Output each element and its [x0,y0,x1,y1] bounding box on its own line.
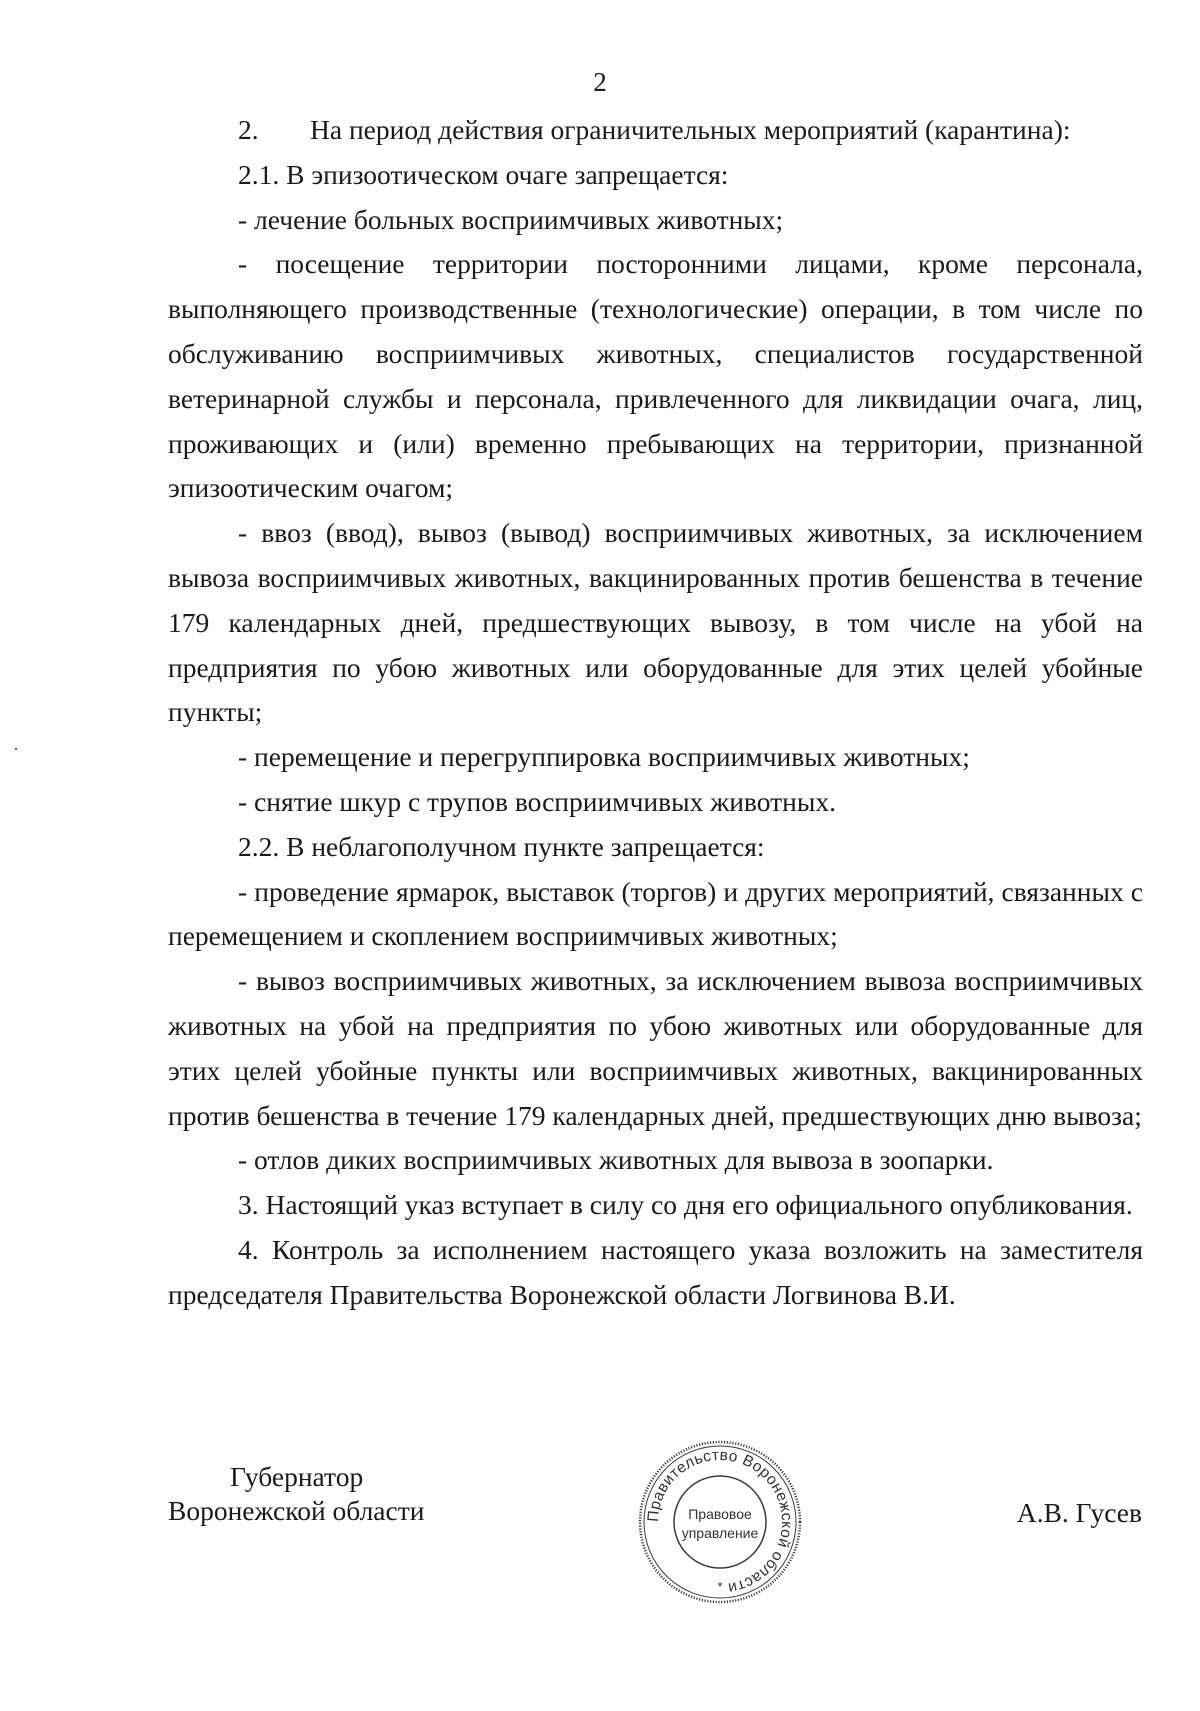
list-item-skinning-ban: - снятие шкур с трупов восприимчивых животных. [238,785,836,817]
list-item-capture-ban: - отлов диких восприимчивых животных для вывоза в зоопарки. [238,1144,994,1176]
list-item-fairs-ban: - проведение ярмарок, выставок (торгов) и других мероприятий, связанных с перемещением и скоплением восприимчивых животных; [168,875,1143,952]
signature-block [0,1460,1200,1660]
stamp-star-icon: * [717,1579,723,1594]
list-item-export-ban: - вывоз восприимчивых животных, за исключением вывоза восприимчивых животных на убой на предприятия по убою животных или оборудованные для этих целей убойные пункты или восприимчивых животных, вакцинированных против бешенства в течение 179 календарных дней, предшествующих дню вывоза; [168,965,1143,1131]
official-stamp [635,1437,805,1607]
signatory-title [168,1460,424,1528]
stamp-ring-text: Правительство Воронежской области [644,1446,796,1597]
signatory-title-line2: Воронежской области [168,1495,425,1526]
signatory-title-line1: Губернатор [230,1461,364,1492]
paragraph-text: На период действия ограничительных мероприятий (карантина): [310,114,1071,145]
paragraph-4: 4. Контроль за исполнением настоящего указа возложить на заместителя председателя Правительства Воронежской области Логвинова В.И. [168,1233,1143,1310]
list-item-treatment-ban: - лечение больных восприимчивых животных; [238,203,784,235]
signatory-name: А.В. Гусев [1016,1497,1142,1528]
paragraph-3: 3. Настоящий указ вступает в силу со дня его официального опубликования. [238,1189,1133,1221]
stamp-inner-ring [674,1476,766,1568]
document-body [168,108,1143,1318]
stamp-outer-ring [640,1442,800,1602]
paragraph-marker: 2. [238,114,259,145]
paragraph-2-1: 2.1. В эпизоотическом очаге запрещается: [238,158,729,190]
list-item-visit-ban: - посещение территории посторонними лицами, кроме персонала, выполняющего производственные (технологические) операции, в том числе по обслуживанию восприимчивых животных, специалистов государственной ветеринарной службы и персонала, привлеченного для ликвидации очага, лиц, проживающих и (или) временно пребывающих на территории, признанной эпизоотическим очагом; [168,248,1143,504]
stamp-ring [644,1446,796,1598]
list-item-import-export-ban: - ввоз (ввод), вывоз (вывод) восприимчивых животных, за исключением вывоза восприимчивых животных, вакцинированных против бешенства в течение 179 календарных дней, предшествующих вывозу, в том числе на убой на предприятия по убою животных или оборудованные для этих целей убойные пункты; [168,517,1143,728]
stamp-center-line1: Правовое [688,1506,752,1522]
page-number: 2 [593,67,607,97]
list-item-movement-ban: - перемещение и перегруппировка восприимчивых животных; [238,741,970,773]
paragraph-2 [168,108,1143,153]
stamp-center-line2: управление [681,1525,759,1541]
scan-speck [15,748,17,750]
paragraph-2-2: 2.2. В неблагополучном пункте запрещается: [238,830,765,862]
